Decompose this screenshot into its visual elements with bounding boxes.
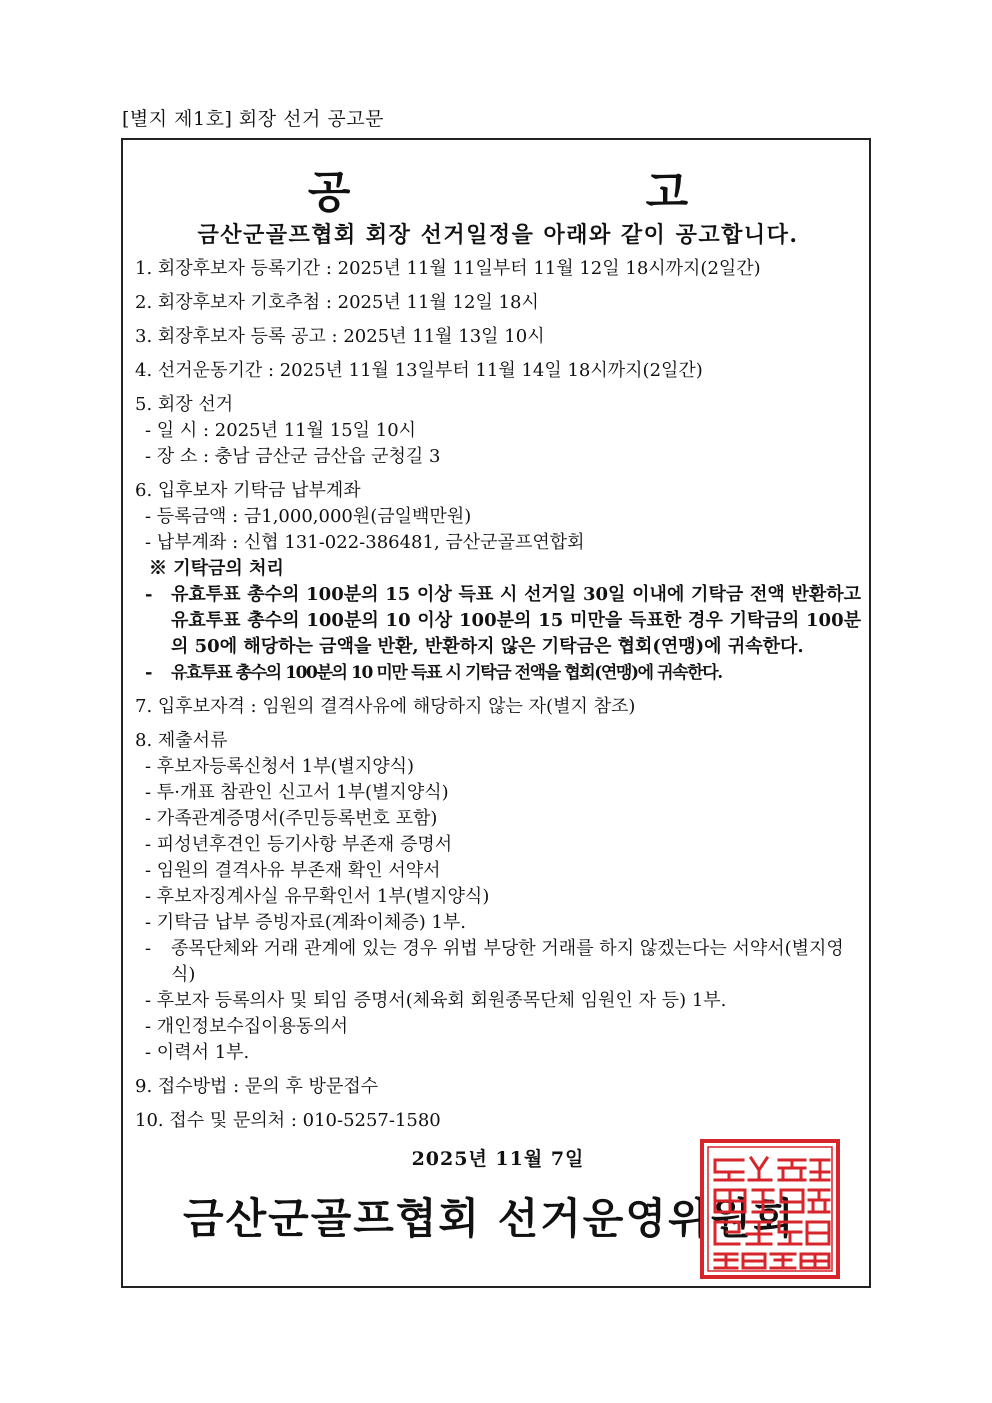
election-datetime: - 일 시 : 2025년 11월 15일 10시: [145, 420, 417, 441]
deposit-note-forfeit: [135, 660, 861, 686]
campaign-period-text: 4. 선거운동기간 : 2025년 11월 13일부터 11월 14일 18시까지(2일간): [135, 360, 703, 381]
section-deposit: [135, 478, 861, 686]
document-item: - 이력서 1부.: [145, 1042, 250, 1063]
registration-period-text: 1. 회장후보자 등록기간 : 2025년 11월 11일부터 11월 12일 18시까지(2일간): [135, 258, 761, 279]
official-seal-icon: [699, 1138, 841, 1280]
section-registration-period: [135, 256, 861, 282]
section-number-draw: [135, 290, 861, 316]
document-item: - 피성년후견인 등기사항 부존재 증명서: [145, 834, 453, 855]
section-submission-method: [135, 1074, 861, 1100]
election-place: - 장 소 : 충남 금산군 금산읍 군청길 3: [145, 446, 441, 467]
deposit-note-refund: [135, 582, 861, 660]
dash-marker: -: [145, 662, 153, 683]
attachment-label: [별지 제1호] 회장 선거 공고문: [122, 108, 384, 130]
document-item-pledge-text: 종목단체와 거래 관계에 있는 경우 위법 부당한 거래를 하지 않겠는다는 서약서(별지영식): [171, 938, 844, 985]
document-item: - 임원의 결격사유 부존재 확인 서약서: [145, 860, 441, 881]
documents-title: 8. 제출서류: [135, 730, 228, 751]
organization-name: 금산군골프협회 선거운영위원회: [183, 1194, 796, 1243]
election-title: 5. 회장 선거: [135, 394, 234, 415]
section-election: [135, 392, 861, 470]
document-item: - 개인정보수집이용동의서: [145, 1016, 349, 1037]
document-item: - 가족관계증명서(주민등록번호 포함): [145, 808, 438, 829]
document-item: - 후보자등록신청서 1부(별지양식): [145, 756, 415, 777]
notice-body: [135, 256, 861, 1142]
section-contact: [135, 1108, 861, 1134]
notice-title: 공 고: [307, 167, 829, 218]
section-campaign-period: [135, 358, 861, 384]
document-item: - 투·개표 참관인 신고서 1부(별지양식): [145, 782, 449, 803]
document-item: - 기탁금 납부 증빙자료(계좌이체증) 1부.: [145, 912, 467, 933]
contact-text: 10. 접수 및 문의처 : 010-5257-1580: [135, 1110, 441, 1131]
document-item: - 후보자징계사실 유무확인서 1부(별지양식): [145, 886, 490, 907]
submission-method-text: 9. 접수방법 : 문의 후 방문접수: [135, 1076, 379, 1097]
section-registration-notice: [135, 324, 861, 350]
notice-subtitle: 금산군골프협회 회장 선거일정을 아래와 같이 공고합니다.: [197, 222, 799, 248]
section-eligibility: [135, 694, 861, 720]
deposit-note-forfeit-text: 유효투표 총수의 100분의 10 미만 득표 시 기탁금 전액을 협회(연맹)에 귀속한다.: [171, 663, 722, 683]
section-documents: [135, 728, 861, 1066]
number-draw-text: 2. 회장후보자 기호추첨 : 2025년 11월 12일 18시: [135, 292, 539, 313]
deposit-note-title: ※ 기탁금의 처리: [149, 558, 284, 579]
deposit-account: - 납부계좌 : 신협 131-022-386481, 금산군골프연합회: [145, 532, 585, 553]
deposit-note-refund-text: 유효투표 총수의 100분의 15 이상 득표 시 선거일 30일 이내에 기탁금 전액 반환하고 유효투표 총수의 100분의 10 이상 100분의 15 미만을 득표한 경우 기탁금의 100분의 50에 해당하는 금액을 반환, 반환하지 않은 기탁금은 협회(연맹)에 귀속한다.: [171, 584, 861, 657]
dash-marker: -: [145, 584, 153, 605]
notice-frame: [121, 138, 871, 1288]
deposit-amount: - 등록금액 : 금1,000,000원(금일백만원): [145, 506, 472, 527]
notice-date: 2025년 11월 7일: [411, 1148, 585, 1170]
document-item: - 후보자 등록의사 및 퇴임 증명서(체육회 회원종목단체 임원인 자 등) 1부.: [145, 990, 727, 1011]
registration-notice-text: 3. 회장후보자 등록 공고 : 2025년 11월 13일 10시: [135, 326, 545, 347]
dash-marker: -: [145, 938, 152, 959]
eligibility-text: 7. 입후보자격 : 임원의 결격사유에 해당하지 않는 자(별지 참조): [135, 696, 636, 717]
deposit-title: 6. 입후보자 기탁금 납부계좌: [135, 480, 361, 501]
document-item-pledge: [135, 936, 861, 988]
